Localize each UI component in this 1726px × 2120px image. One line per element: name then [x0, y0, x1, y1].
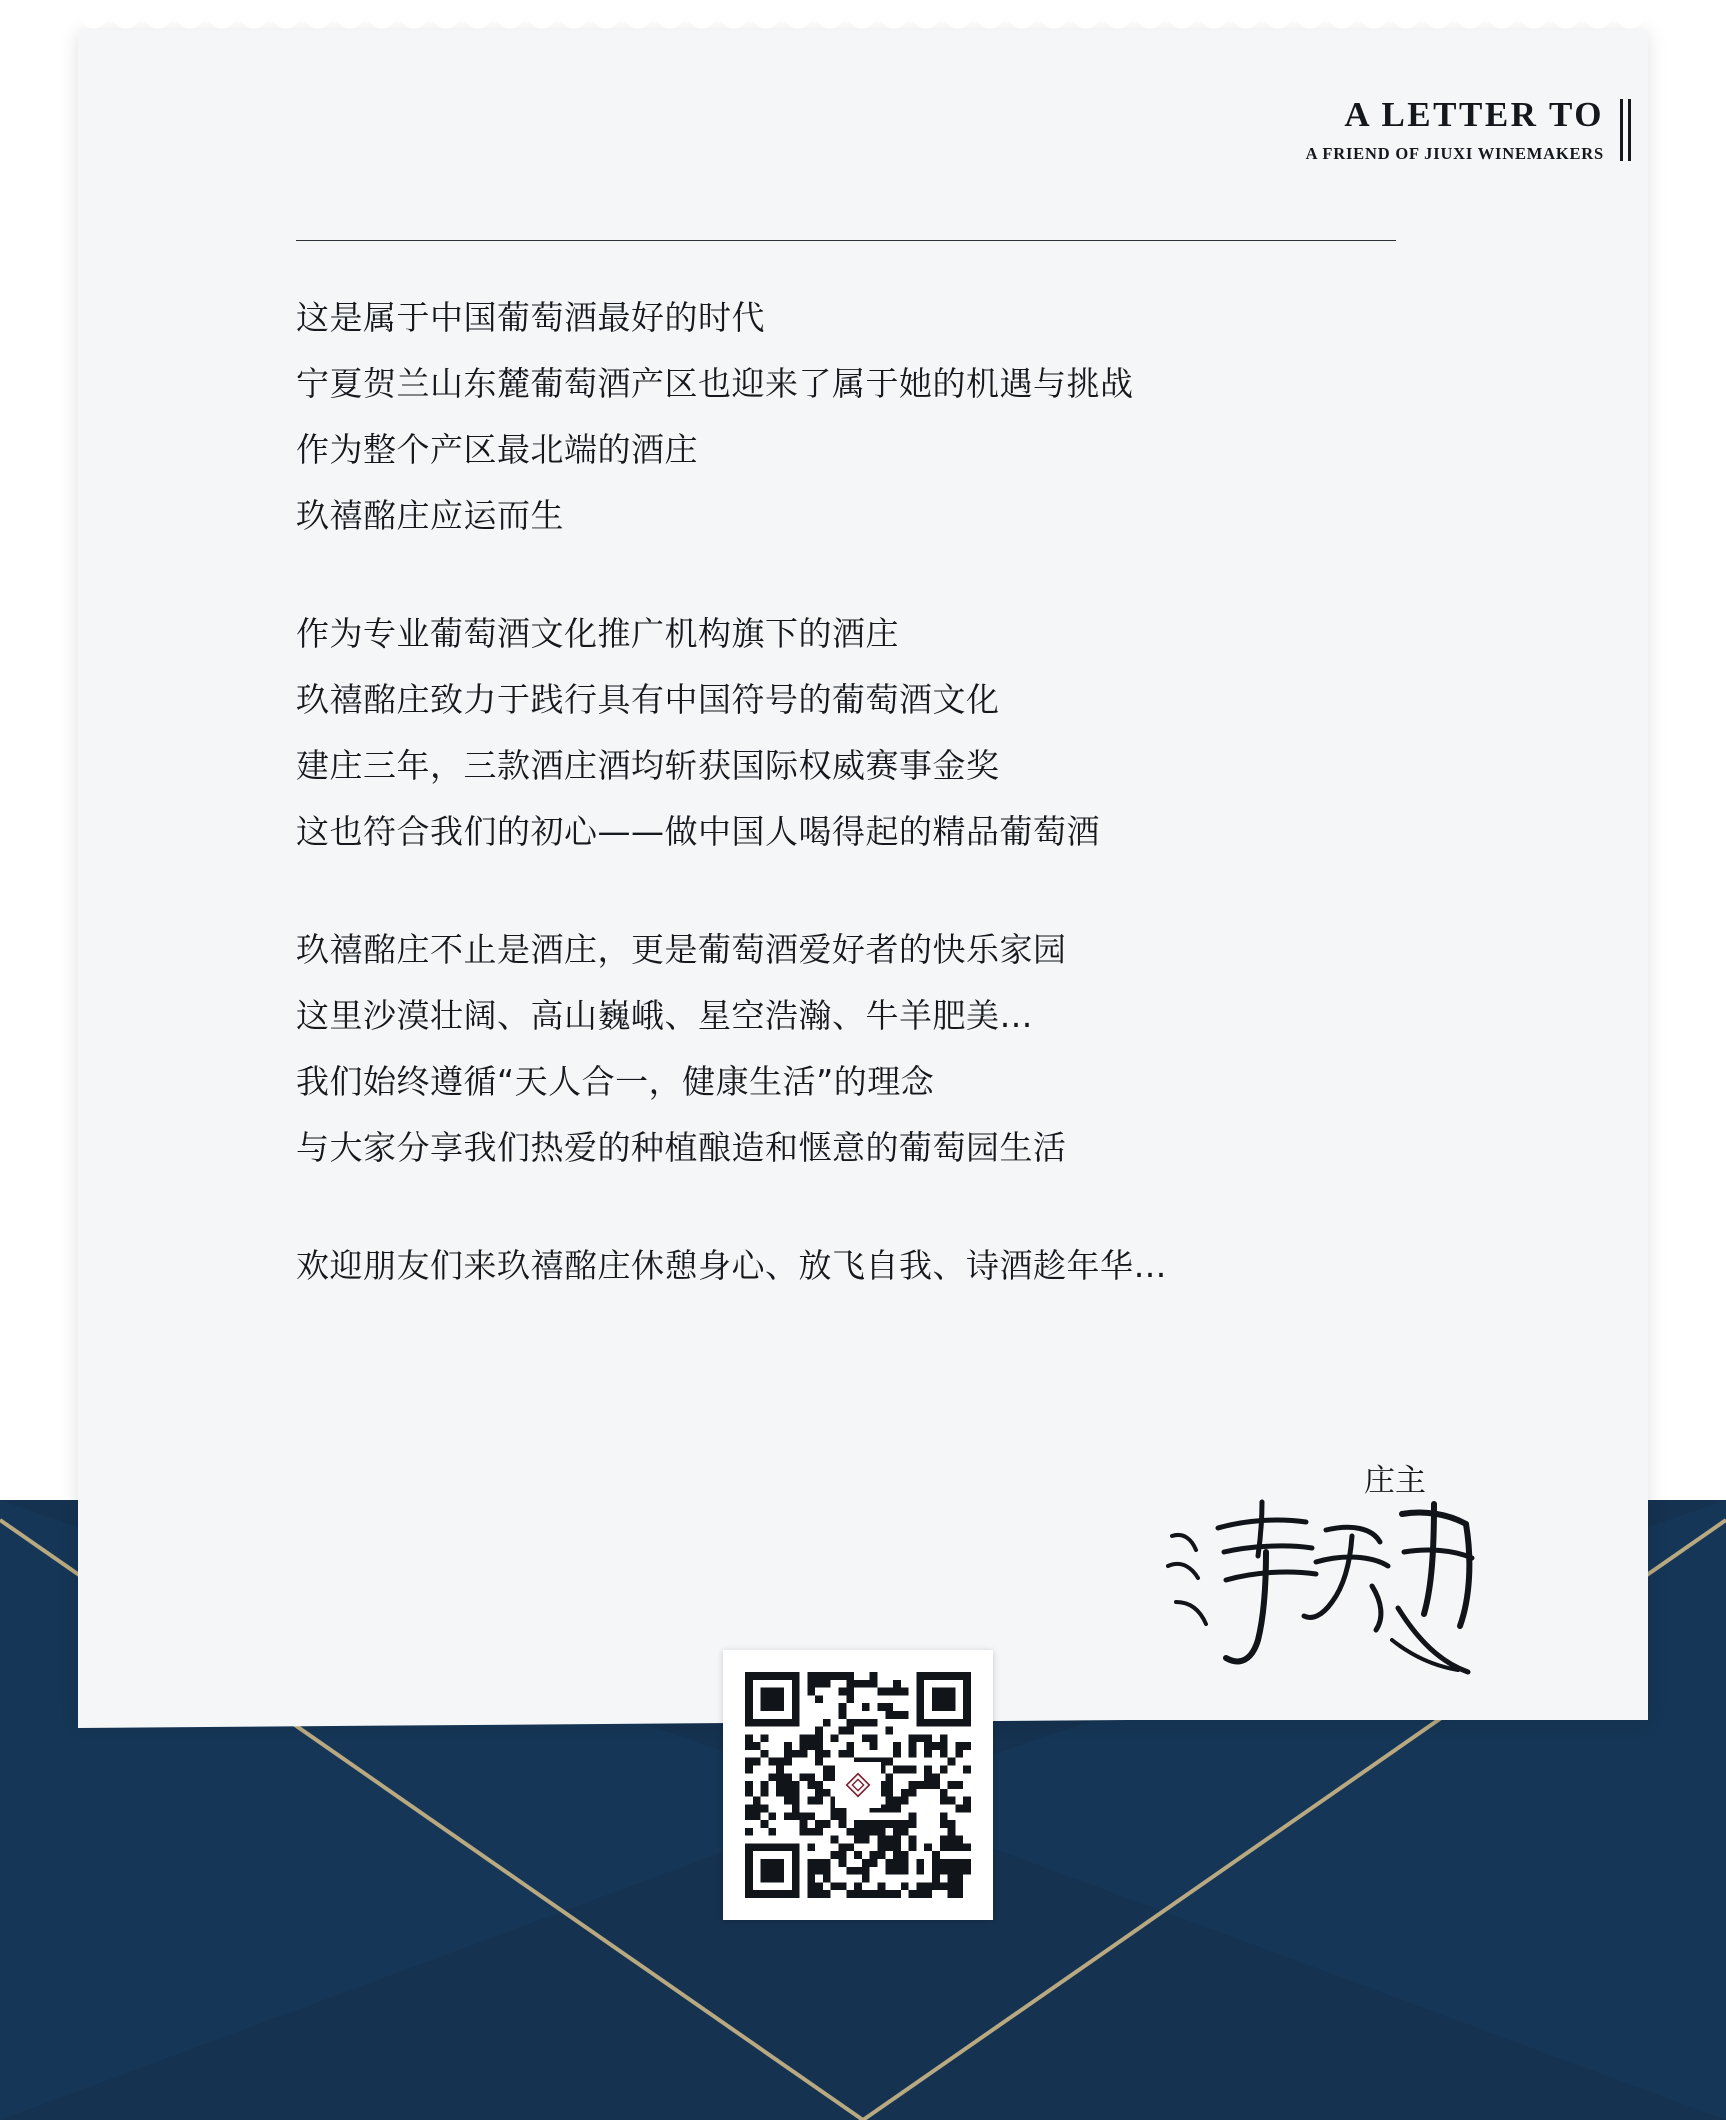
- body-line: 宁夏贺兰山东麓葡萄酒产区也迎来了属于她的机遇与挑战: [296, 364, 1134, 403]
- body-line: 欢迎朋友们来玖禧酩庄休憩身心、放飞自我、诗酒趁年华…: [296, 1246, 1167, 1285]
- paragraph: [296, 285, 1446, 549]
- body-line: 作为整个产区最北端的酒庄: [296, 430, 698, 469]
- double-bar-icon: [1620, 99, 1634, 161]
- letter-body: [296, 285, 1446, 1299]
- handwritten-signature: [1166, 1490, 1496, 1680]
- qr-code[interactable]: [723, 1650, 993, 1920]
- body-line: 这里沙漠壮阔、高山巍峨、星空浩瀚、牛羊肥美…: [296, 996, 1033, 1035]
- body-line: 与大家分享我们热爱的种植酿造和惬意的葡萄园生活: [296, 1128, 1067, 1167]
- page-title: A LETTER TO: [1344, 95, 1604, 134]
- body-line: 这也符合我们的初心——做中国人喝得起的精品葡萄酒: [296, 812, 1100, 851]
- paragraph: [296, 1233, 1446, 1299]
- diamond-icon: [841, 1768, 875, 1802]
- body-line: 我们始终遵循“天人合一，健康生活”的理念: [296, 1062, 935, 1101]
- letter-scallop-edge: [78, 14, 1648, 40]
- body-line: 作为专业葡萄酒文化推广机构旗下的酒庄: [296, 614, 899, 653]
- paragraph: [296, 917, 1446, 1181]
- body-line: 玖禧酩庄应运而生: [296, 496, 564, 535]
- body-line: 这是属于中国葡萄酒最好的时代: [296, 298, 765, 337]
- header-divider: [296, 240, 1396, 241]
- page-subtitle: A FRIEND OF JIUXI WINEMAKERS: [1305, 144, 1604, 164]
- body-line: 玖禧酩庄不止是酒庄，更是葡萄酒爱好者的快乐家园: [296, 930, 1067, 969]
- letter-header: [1306, 95, 1634, 164]
- body-line: 玖禧酩庄致力于践行具有中国符号的葡萄酒文化: [296, 680, 1000, 719]
- signature-label: 庄主: [1364, 1463, 1426, 1499]
- paragraph: [296, 601, 1446, 865]
- body-line: 建庄三年，三款酒庄酒均斩获国际权威赛事金奖: [296, 746, 1000, 785]
- qr-center-logo: [835, 1762, 881, 1808]
